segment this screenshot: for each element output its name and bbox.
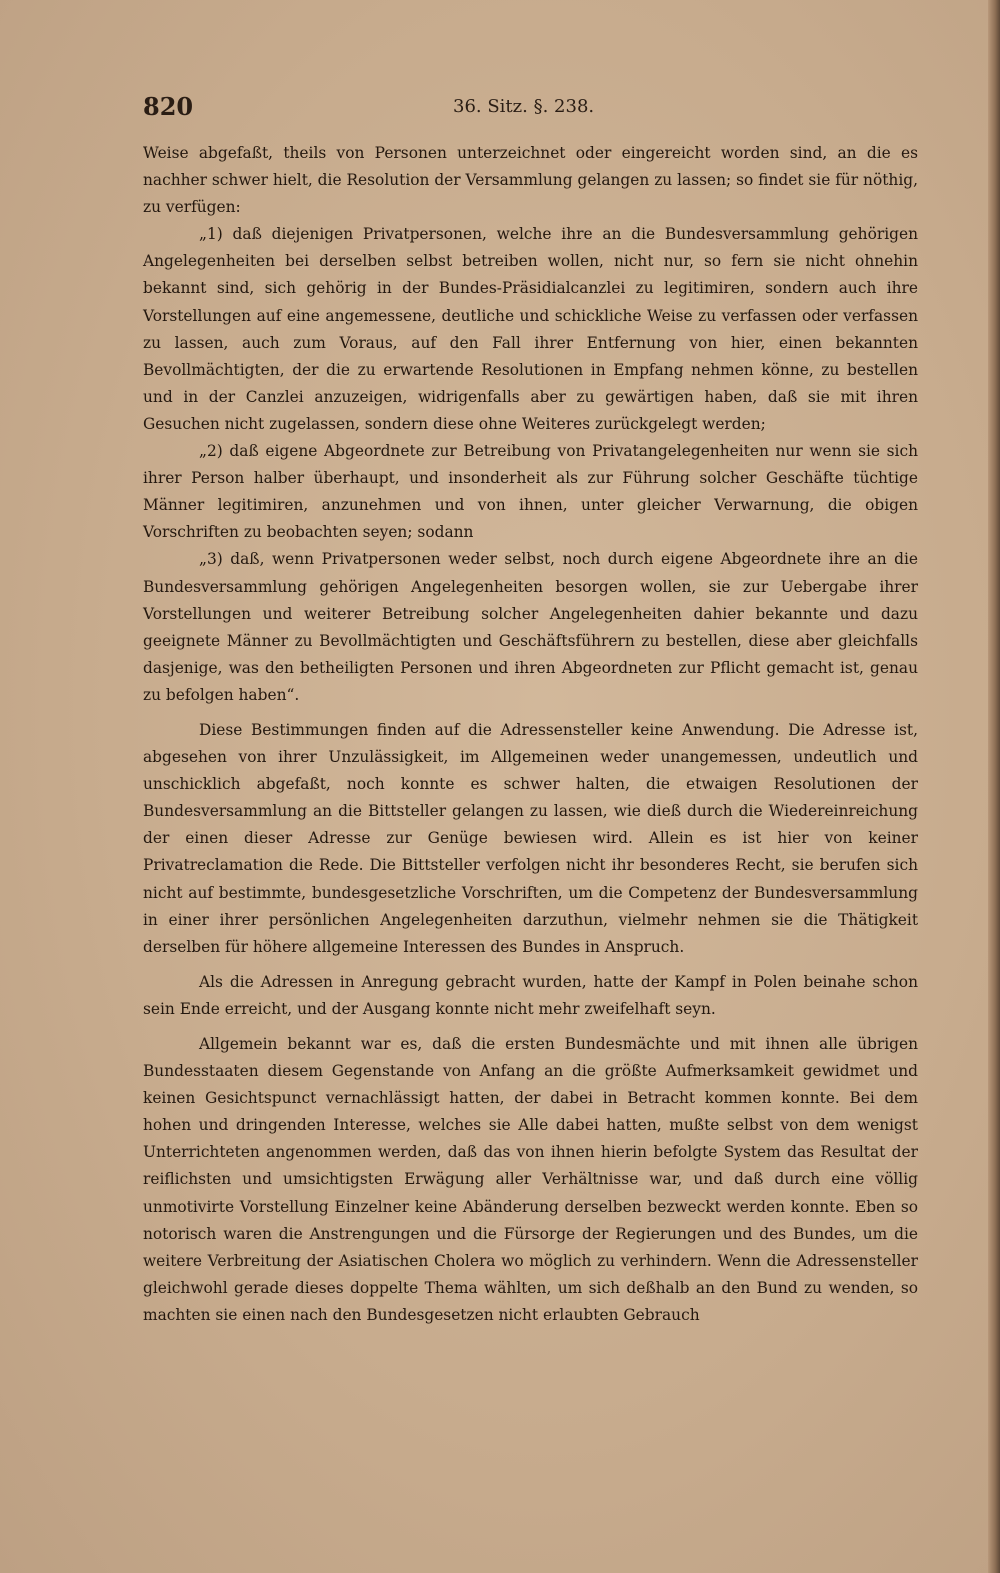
page-number: 820 xyxy=(143,92,194,121)
running-head: 36. Sitz. §. 238. xyxy=(453,96,595,117)
paragraph-clause-1: „1) daß diejenigen Privatpersonen, welche ihre an die Bundesversammlung gehörigen Angelegenheiten bei derselben selbst betreiben wollen, nicht nur, so fern sie nicht ohnehin bekannt sind, sich gehörig in der Bundes-Präsidialcanzlei zu legitimiren, sondern auch ihre Vorstellungen auf eine angemessene, deutliche und schickliche Weise zu verfassen oder verfassen zu lassen, auch zum Voraus, auf den Fall ihrer Entfernung von hier, einen bekannten Bevollmächtigten, der die zu erwartende Resolutionen in Empfang nehmen könne, zu bestellen und in der Canzlei anzuzeigen, widrigenfalls aber zu gewärtigen haben, daß sie mit ihren Gesuchen nicht zugelassen, sondern diese ohne Weiteres zurückgelegt werden; xyxy=(143,225,918,433)
paragraph-clause-2: „2) daß eigene Abgeordnete zur Betreibung von Privatangelegenheiten nur wenn sie sich ihrer Person halber überhaupt, und insonderheit als zur Führung solcher Geschäfte tüchtige Männer legitimiren, anzunehmen und von ihnen, unter gleicher Verwarnung, die obigen Vorschriften zu beobachten seyen; sodann xyxy=(143,442,918,542)
page-header xyxy=(143,92,918,126)
paragraph-clause-3: „3) daß, wenn Privatpersonen weder selbst, noch durch eigene Abgeordnete ihre an die Bundesversammlung gehörigen Angelegenheiten besorgen wollen, sie zur Uebergabe ihrer Vorstellungen und weiterer Betreibung solcher Angelegenheiten dahier bekannte und dazu geeignete Männer zu Bevollmächtigten und Geschäftsführern zu bestellen, diese aber gleichfalls dasjenige, was den betheiligten Personen und ihren Abgeordneten zur Pflicht gemacht ist, genau zu befolgen haben“. xyxy=(143,550,918,704)
paragraph-poland: Als die Adressen in Anregung gebracht wurden, hatte der Kampf in Polen beinahe schon sein Ende erreicht, und der Ausgang konnte nicht mehr zweifelhaft seyn. xyxy=(143,972,918,1018)
body-text xyxy=(143,140,918,1329)
paragraph-general: Allgemein bekannt war es, daß die ersten Bundesmächte und mit ihnen alle übrigen Bundesstaaten diesem Gegenstande von Anfang an die größte Aufmerksamkeit gewidmet und keinen Gesichtspunct vernachlässigt hatten, der dabei in Betracht kommen konnte. Bei dem hohen und dringenden Interesse, welches sie Alle dabei hatten, mußte selbst von dem wenigst Unterrichteten angenommen werden, daß das von ihnen hierin befolgte System das Resultat der reiflichsten und umsichtigsten Erwägung aller Verhältnisse war, und daß durch eine völlig unmotivirte Vorstellung Einzelner keine Abänderung derselben bezweckt werden konnte. Eben so notorisch waren die Anstrengungen und die Fürsorge der Regierungen und des Bundes, um die weitere Verbreitung der Asiatischen Cholera wo möglich zu verhindern. Wenn die Adressensteller gleichwohl gerade dieses doppelte Thema wählten, um sich deßhalb an den Bund zu wenden, so machten sie einen nach den Bundesgesetzen nicht erlaubten Gebrauch xyxy=(143,1035,918,1324)
page-edge xyxy=(988,0,1000,1573)
paragraph-application: Diese Bestimmungen finden auf die Adressensteller keine Anwendung. Die Adresse ist, abgesehen von ihrer Unzulässigkeit, im Allgemeinen weder unangemessen, undeutlich und unschicklich abgefaßt, noch konnte es schwer halten, die etwaigen Resolutionen der Bundesversammlung an die Bittsteller gelangen zu lassen, wie dieß durch die Wiedereinreichung der einen dieser Adresse zur Genüge bewiesen wird. Allein es ist hier von keiner Privatreclamation die Rede. Die Bittsteller verfolgen nicht ihr besonderes Recht, sie berufen sich nicht auf bestimmte, bundesgesetzliche Vorschriften, um die Competenz der Bundesversammlung in einer ihrer persönlichen Angelegenheiten darzuthun, vielmehr nehmen sie die Thätigkeit derselben für höhere allgemeine Interessen des Bundes in Anspruch. xyxy=(143,720,918,956)
paragraph-continuation: Weise abgefaßt, theils von Personen unterzeichnet oder eingereicht worden sind, an die es nachher schwer hielt, die Resolution der Versammlung gelangen zu lassen; so findet sie für nöthig, zu verfügen: xyxy=(143,144,918,217)
